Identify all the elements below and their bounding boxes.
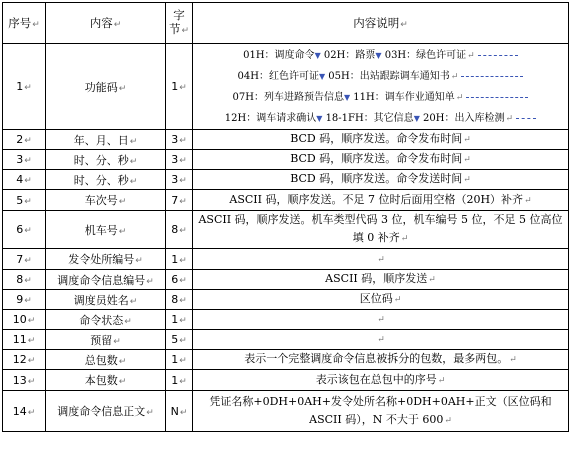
protocol-table: [2, 2, 569, 432]
row-bytes: 8↵: [166, 290, 193, 310]
row-content: 调度命令信息编号↵: [46, 270, 166, 290]
row-no: 6↵: [3, 211, 46, 249]
row-desc: ASCII 码，顺序发送↵: [193, 270, 569, 290]
row-desc: 凭证名称+0DH+0AH+发令处所名称+0DH+0AH+正文（区位码和 ASCII 码），N 不大于 600↵: [193, 391, 569, 432]
row-desc: BCD 码，顺序发送。命令发布时间↵: [193, 130, 569, 150]
row-content: 命令状态↵: [46, 310, 166, 330]
row-bytes: 1↵: [166, 310, 193, 330]
table-header-row: [3, 3, 569, 44]
row-desc: BCD 码，顺序发送。命令发送时间↵: [193, 170, 569, 190]
row-content: 机车号↵: [46, 211, 166, 249]
row-content: 年、月、日↵: [46, 130, 166, 150]
function-code-line: 07H：列车进路预告信息▼ 11H：调车作业通知单↵: [193, 87, 568, 108]
row-no: 7↵: [3, 249, 46, 270]
function-code-desc: [193, 44, 569, 130]
row-content: 时、分、秒↵: [46, 170, 166, 190]
row-bytes: 1↵: [166, 249, 193, 270]
table-row: [3, 350, 569, 370]
header-bytes: 字 节↵: [166, 3, 193, 44]
row-no: 10↵: [3, 310, 46, 330]
row-content: 发令处所编号↵: [46, 249, 166, 270]
row-bytes: 7↵: [166, 190, 193, 211]
row-no: 4↵: [3, 170, 46, 190]
table-row: [3, 44, 569, 130]
header-no: 序号↵: [3, 3, 46, 44]
row-desc: 表示一个完整调度命令信息被拆分的包数，最多两包。↵: [193, 350, 569, 370]
row-bytes: 8↵: [166, 211, 193, 249]
table-row: [3, 170, 569, 190]
function-code-line: 01H：调度命令▼ 02H：路票▼ 03H：绿色许可证↵: [193, 45, 568, 66]
row-no: 1↵: [3, 44, 46, 130]
table-row: [3, 130, 569, 150]
row-no: 11↵: [3, 330, 46, 350]
table-row: [3, 391, 569, 432]
row-content: 本包数↵: [46, 370, 166, 391]
table-row: [3, 150, 569, 170]
row-no: 3↵: [3, 150, 46, 170]
row-no: 2↵: [3, 130, 46, 150]
header-content: 内容↵: [46, 3, 166, 44]
row-desc: 区位码↵: [193, 290, 569, 310]
row-bytes: 1↵: [166, 370, 193, 391]
row-content: 总包数↵: [46, 350, 166, 370]
row-desc: ↵: [193, 249, 569, 270]
table-row: [3, 370, 569, 391]
row-content: 车次号↵: [46, 190, 166, 211]
table-row: [3, 190, 569, 211]
table-row: [3, 290, 569, 310]
row-no: 9↵: [3, 290, 46, 310]
row-bytes: 3↵: [166, 150, 193, 170]
row-bytes: 5↵: [166, 330, 193, 350]
row-bytes: 1↵: [166, 44, 193, 130]
row-no: 12↵: [3, 350, 46, 370]
row-no: 13↵: [3, 370, 46, 391]
row-no: 14↵: [3, 391, 46, 432]
table-row: [3, 270, 569, 290]
function-code-line: 04H：红色许可证▼ 05H：出站跟踪调车通知书↵: [193, 66, 568, 87]
row-desc: 表示该包在总包中的序号↵: [193, 370, 569, 391]
table-row: [3, 310, 569, 330]
function-code-line: 12H：调车请求确认▼ 18-1FH：其它信息▼ 20H：出入库检测↵: [193, 108, 568, 129]
row-bytes: N↵: [166, 391, 193, 432]
table-row: [3, 211, 569, 249]
row-desc: ASCII 码，顺序发送。不足 7 位时后面用空格（20H）补齐↵: [193, 190, 569, 211]
table-row: [3, 330, 569, 350]
row-bytes: 3↵: [166, 170, 193, 190]
row-content: 功能码↵: [46, 44, 166, 130]
table-row: [3, 249, 569, 270]
row-bytes: 6↵: [166, 270, 193, 290]
row-desc: BCD 码，顺序发送。命令发布时间↵: [193, 150, 569, 170]
row-desc: ASCII 码，顺序发送。机车类型代码 3 位，机车编号 5 位，不足 5 位高位填 0 补齐↵: [193, 211, 569, 249]
row-no: 5↵: [3, 190, 46, 211]
row-desc: ↵: [193, 310, 569, 330]
row-bytes: 1↵: [166, 350, 193, 370]
row-no: 8↵: [3, 270, 46, 290]
row-bytes: 3↵: [166, 130, 193, 150]
row-content: 时、分、秒↵: [46, 150, 166, 170]
row-content: 调度员姓名↵: [46, 290, 166, 310]
row-content: 调度命令信息正文↵: [46, 391, 166, 432]
row-content: 预留↵: [46, 330, 166, 350]
row-desc: ↵: [193, 330, 569, 350]
header-desc: 内容说明↵: [193, 3, 569, 44]
